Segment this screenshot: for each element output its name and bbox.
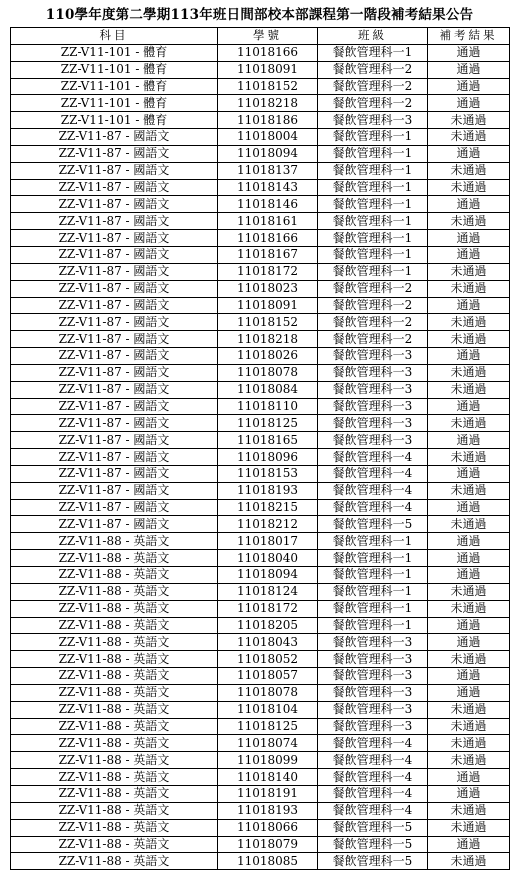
- cell-student-id: 11018205: [218, 617, 318, 634]
- table-row: [11, 651, 510, 668]
- cell-student-id: 11018078: [218, 684, 318, 701]
- cell-class: 餐飲管理科一1: [318, 230, 428, 247]
- cell-student-id: 11018023: [218, 280, 318, 297]
- cell-class: 餐飲管理科一1: [318, 617, 428, 634]
- cell-student-id: 11018074: [218, 735, 318, 752]
- cell-subject: ZZ-V11-87 - 國語文: [11, 398, 218, 415]
- cell-student-id: 11018215: [218, 499, 318, 516]
- table-row: [11, 836, 510, 853]
- table-row: [11, 179, 510, 196]
- cell-result: 通過: [428, 348, 510, 365]
- cell-result: 未通過: [428, 516, 510, 533]
- cell-class: 餐飲管理科一4: [318, 482, 428, 499]
- cell-subject: ZZ-V11-88 - 英語文: [11, 617, 218, 634]
- table-row: [11, 230, 510, 247]
- cell-subject: ZZ-V11-88 - 英語文: [11, 651, 218, 668]
- cell-result: 未通過: [428, 179, 510, 196]
- cell-result: 未通過: [428, 735, 510, 752]
- cell-student-id: 11018043: [218, 634, 318, 651]
- cell-result: 通過: [428, 785, 510, 802]
- cell-result: 未通過: [428, 701, 510, 718]
- cell-result: 通過: [428, 78, 510, 95]
- cell-subject: ZZ-V11-87 - 國語文: [11, 179, 218, 196]
- cell-student-id: 11018161: [218, 213, 318, 230]
- cell-student-id: 11018140: [218, 769, 318, 786]
- cell-student-id: 11018167: [218, 246, 318, 263]
- cell-result: 未通過: [428, 415, 510, 432]
- cell-student-id: 11018193: [218, 482, 318, 499]
- cell-result: 未通過: [428, 482, 510, 499]
- column-header-result: 補考結果: [428, 28, 510, 45]
- cell-student-id: 11018193: [218, 802, 318, 819]
- cell-result: 未通過: [428, 364, 510, 381]
- cell-subject: ZZ-V11-87 - 國語文: [11, 381, 218, 398]
- cell-student-id: 11018143: [218, 179, 318, 196]
- table-row: [11, 196, 510, 213]
- cell-result: 通過: [428, 145, 510, 162]
- cell-result: 通過: [428, 550, 510, 567]
- cell-class: 餐飲管理科一2: [318, 95, 428, 112]
- cell-student-id: 11018004: [218, 129, 318, 146]
- cell-class: 餐飲管理科一4: [318, 735, 428, 752]
- cell-subject: ZZ-V11-101 - 體育: [11, 95, 218, 112]
- cell-subject: ZZ-V11-88 - 英語文: [11, 600, 218, 617]
- table-row: [11, 735, 510, 752]
- table-row: [11, 769, 510, 786]
- cell-class: 餐飲管理科一1: [318, 44, 428, 61]
- cell-result: 未通過: [428, 752, 510, 769]
- cell-subject: ZZ-V11-88 - 英語文: [11, 853, 218, 870]
- cell-subject: ZZ-V11-88 - 英語文: [11, 769, 218, 786]
- cell-class: 餐飲管理科一4: [318, 449, 428, 466]
- cell-subject: ZZ-V11-88 - 英語文: [11, 701, 218, 718]
- cell-result: 未通過: [428, 263, 510, 280]
- cell-result: 通過: [428, 230, 510, 247]
- cell-subject: ZZ-V11-87 - 國語文: [11, 129, 218, 146]
- cell-student-id: 11018099: [218, 752, 318, 769]
- cell-student-id: 11018078: [218, 364, 318, 381]
- cell-subject: ZZ-V11-101 - 體育: [11, 44, 218, 61]
- cell-student-id: 11018085: [218, 853, 318, 870]
- cell-subject: ZZ-V11-87 - 國語文: [11, 348, 218, 365]
- cell-student-id: 11018052: [218, 651, 318, 668]
- cell-student-id: 11018084: [218, 381, 318, 398]
- cell-class: 餐飲管理科一5: [318, 819, 428, 836]
- cell-result: 未通過: [428, 853, 510, 870]
- cell-result: 未通過: [428, 162, 510, 179]
- cell-class: 餐飲管理科一3: [318, 398, 428, 415]
- cell-subject: ZZ-V11-87 - 國語文: [11, 196, 218, 213]
- cell-subject: ZZ-V11-88 - 英語文: [11, 785, 218, 802]
- table-row: [11, 112, 510, 129]
- cell-result: 通過: [428, 297, 510, 314]
- cell-result: 通過: [428, 44, 510, 61]
- cell-class: 餐飲管理科一4: [318, 465, 428, 482]
- cell-student-id: 11018026: [218, 348, 318, 365]
- table-row: [11, 61, 510, 78]
- cell-class: 餐飲管理科一3: [318, 415, 428, 432]
- table-header-row: [11, 28, 510, 45]
- table-row: [11, 449, 510, 466]
- cell-class: 餐飲管理科一3: [318, 634, 428, 651]
- table-row: [11, 280, 510, 297]
- cell-subject: ZZ-V11-87 - 國語文: [11, 230, 218, 247]
- cell-result: 未通過: [428, 129, 510, 146]
- cell-class: 餐飲管理科一5: [318, 836, 428, 853]
- cell-subject: ZZ-V11-101 - 體育: [11, 78, 218, 95]
- results-table: [10, 27, 510, 870]
- cell-subject: ZZ-V11-88 - 英語文: [11, 684, 218, 701]
- table-row: [11, 465, 510, 482]
- table-row: [11, 802, 510, 819]
- table-row: [11, 533, 510, 550]
- table-row: [11, 145, 510, 162]
- table-row: [11, 432, 510, 449]
- cell-student-id: 11018040: [218, 550, 318, 567]
- cell-subject: ZZ-V11-88 - 英語文: [11, 533, 218, 550]
- cell-result: 未通過: [428, 583, 510, 600]
- cell-class: 餐飲管理科一2: [318, 297, 428, 314]
- cell-student-id: 11018094: [218, 567, 318, 584]
- cell-result: 未通過: [428, 802, 510, 819]
- table-row: [11, 583, 510, 600]
- cell-student-id: 11018066: [218, 819, 318, 836]
- cell-class: 餐飲管理科一1: [318, 533, 428, 550]
- cell-class: 餐飲管理科一3: [318, 348, 428, 365]
- cell-student-id: 11018017: [218, 533, 318, 550]
- table-row: [11, 78, 510, 95]
- cell-subject: ZZ-V11-87 - 國語文: [11, 482, 218, 499]
- cell-result: 通過: [428, 398, 510, 415]
- table-row: [11, 819, 510, 836]
- cell-result: 未通過: [428, 381, 510, 398]
- cell-result: 未通過: [428, 600, 510, 617]
- cell-student-id: 11018165: [218, 432, 318, 449]
- cell-class: 餐飲管理科一2: [318, 61, 428, 78]
- table-row: [11, 263, 510, 280]
- cell-result: 通過: [428, 95, 510, 112]
- cell-result: 通過: [428, 246, 510, 263]
- cell-result: 通過: [428, 567, 510, 584]
- cell-class: 餐飲管理科一1: [318, 263, 428, 280]
- cell-result: 通過: [428, 684, 510, 701]
- cell-subject: ZZ-V11-88 - 英語文: [11, 583, 218, 600]
- cell-subject: ZZ-V11-87 - 國語文: [11, 449, 218, 466]
- table-row: [11, 668, 510, 685]
- cell-student-id: 11018094: [218, 145, 318, 162]
- table-row: [11, 482, 510, 499]
- cell-subject: ZZ-V11-88 - 英語文: [11, 634, 218, 651]
- cell-class: 餐飲管理科一1: [318, 246, 428, 263]
- cell-student-id: 11018212: [218, 516, 318, 533]
- cell-result: 通過: [428, 634, 510, 651]
- cell-class: 餐飲管理科一3: [318, 651, 428, 668]
- table-row: [11, 684, 510, 701]
- cell-student-id: 11018125: [218, 718, 318, 735]
- table-row: [11, 634, 510, 651]
- column-header-student-id: 學號: [218, 28, 318, 45]
- table-body: [11, 44, 510, 869]
- cell-class: 餐飲管理科一3: [318, 668, 428, 685]
- cell-subject: ZZ-V11-87 - 國語文: [11, 314, 218, 331]
- cell-class: 餐飲管理科一1: [318, 583, 428, 600]
- cell-subject: ZZ-V11-87 - 國語文: [11, 145, 218, 162]
- cell-result: 未通過: [428, 718, 510, 735]
- table-row: [11, 129, 510, 146]
- cell-class: 餐飲管理科一3: [318, 684, 428, 701]
- cell-class: 餐飲管理科一4: [318, 752, 428, 769]
- cell-result: 通過: [428, 432, 510, 449]
- cell-class: 餐飲管理科一2: [318, 78, 428, 95]
- cell-subject: ZZ-V11-88 - 英語文: [11, 819, 218, 836]
- cell-student-id: 11018186: [218, 112, 318, 129]
- cell-result: 通過: [428, 617, 510, 634]
- cell-class: 餐飲管理科一1: [318, 600, 428, 617]
- cell-student-id: 11018096: [218, 449, 318, 466]
- table-row: [11, 785, 510, 802]
- cell-subject: ZZ-V11-87 - 國語文: [11, 465, 218, 482]
- cell-student-id: 11018152: [218, 314, 318, 331]
- cell-result: 未通過: [428, 112, 510, 129]
- cell-result: 通過: [428, 499, 510, 516]
- cell-student-id: 11018146: [218, 196, 318, 213]
- column-header-class: 班級: [318, 28, 428, 45]
- cell-student-id: 11018172: [218, 600, 318, 617]
- cell-student-id: 11018091: [218, 297, 318, 314]
- table-row: [11, 701, 510, 718]
- table-row: [11, 314, 510, 331]
- cell-class: 餐飲管理科一2: [318, 331, 428, 348]
- cell-subject: ZZ-V11-88 - 英語文: [11, 802, 218, 819]
- cell-result: 通過: [428, 533, 510, 550]
- cell-subject: ZZ-V11-87 - 國語文: [11, 415, 218, 432]
- cell-student-id: 11018137: [218, 162, 318, 179]
- cell-student-id: 11018104: [218, 701, 318, 718]
- cell-class: 餐飲管理科一3: [318, 432, 428, 449]
- cell-class: 餐飲管理科一4: [318, 769, 428, 786]
- cell-student-id: 11018124: [218, 583, 318, 600]
- cell-class: 餐飲管理科一1: [318, 179, 428, 196]
- cell-student-id: 11018152: [218, 78, 318, 95]
- cell-result: 通過: [428, 61, 510, 78]
- cell-student-id: 11018153: [218, 465, 318, 482]
- table-row: [11, 44, 510, 61]
- cell-subject: ZZ-V11-87 - 國語文: [11, 499, 218, 516]
- table-row: [11, 213, 510, 230]
- cell-subject: ZZ-V11-87 - 國語文: [11, 297, 218, 314]
- cell-student-id: 11018172: [218, 263, 318, 280]
- cell-result: 未通過: [428, 314, 510, 331]
- cell-student-id: 11018057: [218, 668, 318, 685]
- cell-subject: ZZ-V11-87 - 國語文: [11, 516, 218, 533]
- cell-result: 通過: [428, 465, 510, 482]
- cell-subject: ZZ-V11-101 - 體育: [11, 112, 218, 129]
- cell-result: 未通過: [428, 331, 510, 348]
- cell-class: 餐飲管理科一3: [318, 381, 428, 398]
- cell-subject: ZZ-V11-88 - 英語文: [11, 752, 218, 769]
- cell-class: 餐飲管理科一5: [318, 516, 428, 533]
- cell-student-id: 11018091: [218, 61, 318, 78]
- table-row: [11, 600, 510, 617]
- cell-subject: ZZ-V11-87 - 國語文: [11, 280, 218, 297]
- cell-class: 餐飲管理科一2: [318, 280, 428, 297]
- cell-class: 餐飲管理科一4: [318, 499, 428, 516]
- cell-subject: ZZ-V11-88 - 英語文: [11, 567, 218, 584]
- table-row: [11, 415, 510, 432]
- cell-subject: ZZ-V11-87 - 國語文: [11, 331, 218, 348]
- cell-result: 未通過: [428, 449, 510, 466]
- page-title: 110學年度第二學期113年班日間部校本部課程第一階段補考結果公告: [45, 7, 474, 23]
- cell-subject: ZZ-V11-87 - 國語文: [11, 162, 218, 179]
- table-row: [11, 398, 510, 415]
- cell-class: 餐飲管理科一3: [318, 364, 428, 381]
- cell-class: 餐飲管理科一1: [318, 162, 428, 179]
- cell-result: 未通過: [428, 213, 510, 230]
- cell-student-id: 11018191: [218, 785, 318, 802]
- cell-class: 餐飲管理科一4: [318, 802, 428, 819]
- cell-class: 餐飲管理科一5: [318, 853, 428, 870]
- table-row: [11, 364, 510, 381]
- table-row: [11, 331, 510, 348]
- cell-class: 餐飲管理科一3: [318, 701, 428, 718]
- cell-subject: ZZ-V11-87 - 國語文: [11, 263, 218, 280]
- table-row: [11, 853, 510, 870]
- cell-result: 通過: [428, 769, 510, 786]
- cell-class: 餐飲管理科一1: [318, 196, 428, 213]
- table-row: [11, 499, 510, 516]
- cell-student-id: 11018166: [218, 44, 318, 61]
- cell-student-id: 11018079: [218, 836, 318, 853]
- cell-student-id: 11018166: [218, 230, 318, 247]
- table-row: [11, 297, 510, 314]
- table-row: [11, 246, 510, 263]
- table-row: [11, 752, 510, 769]
- cell-student-id: 11018218: [218, 95, 318, 112]
- cell-result: 通過: [428, 196, 510, 213]
- cell-result: 未通過: [428, 280, 510, 297]
- cell-subject: ZZ-V11-88 - 英語文: [11, 668, 218, 685]
- cell-result: 通過: [428, 836, 510, 853]
- cell-class: 餐飲管理科一1: [318, 567, 428, 584]
- cell-subject: ZZ-V11-88 - 英語文: [11, 718, 218, 735]
- table-row: [11, 567, 510, 584]
- table-row: [11, 718, 510, 735]
- cell-subject: ZZ-V11-87 - 國語文: [11, 364, 218, 381]
- table-row: [11, 550, 510, 567]
- cell-subject: ZZ-V11-88 - 英語文: [11, 550, 218, 567]
- table-row: [11, 162, 510, 179]
- cell-class: 餐飲管理科一1: [318, 145, 428, 162]
- cell-class: 餐飲管理科一4: [318, 785, 428, 802]
- cell-subject: ZZ-V11-87 - 國語文: [11, 432, 218, 449]
- column-header-subject: 科目: [11, 28, 218, 45]
- cell-class: 餐飲管理科一3: [318, 718, 428, 735]
- cell-student-id: 11018218: [218, 331, 318, 348]
- cell-class: 餐飲管理科一1: [318, 129, 428, 146]
- cell-subject: ZZ-V11-88 - 英語文: [11, 836, 218, 853]
- cell-student-id: 11018125: [218, 415, 318, 432]
- cell-subject: ZZ-V11-87 - 國語文: [11, 213, 218, 230]
- table-row: [11, 516, 510, 533]
- cell-result: 未通過: [428, 819, 510, 836]
- table-row: [11, 95, 510, 112]
- cell-subject: ZZ-V11-87 - 國語文: [11, 246, 218, 263]
- table-row: [11, 617, 510, 634]
- table-row: [11, 381, 510, 398]
- cell-class: 餐飲管理科一3: [318, 112, 428, 129]
- cell-result: 通過: [428, 668, 510, 685]
- cell-class: 餐飲管理科一1: [318, 213, 428, 230]
- cell-class: 餐飲管理科一1: [318, 550, 428, 567]
- cell-subject: ZZ-V11-101 - 體育: [11, 61, 218, 78]
- table-row: [11, 348, 510, 365]
- cell-class: 餐飲管理科一2: [318, 314, 428, 331]
- cell-subject: ZZ-V11-88 - 英語文: [11, 735, 218, 752]
- cell-result: 未通過: [428, 651, 510, 668]
- cell-student-id: 11018110: [218, 398, 318, 415]
